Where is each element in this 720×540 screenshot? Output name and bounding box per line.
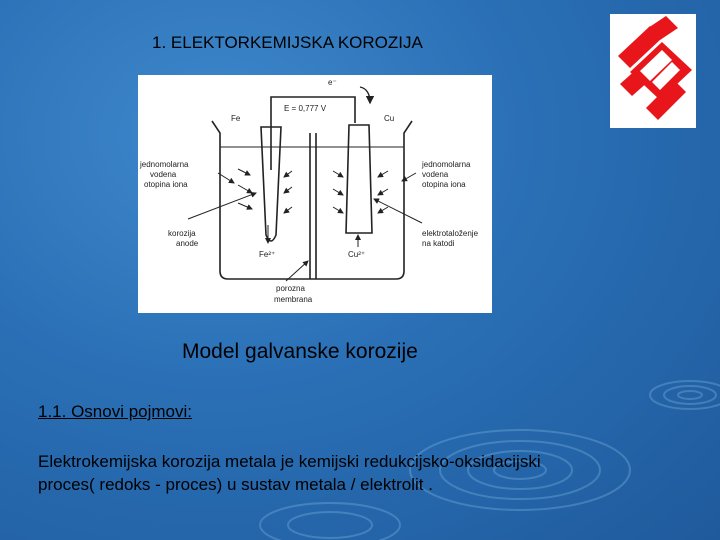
cu-electrode-label: Cu: [384, 114, 395, 123]
left-solution-line3: otopina iona: [144, 180, 188, 189]
right-solution-line3: otopina iona: [422, 180, 466, 189]
cathode-label-line1: elektrotaloženje: [422, 229, 479, 238]
figure-caption: Model galvanske korozije: [182, 340, 418, 363]
anode-label-line2: anode: [176, 239, 199, 248]
company-logo: [610, 14, 696, 128]
right-solution-line1: jednomolarna: [422, 160, 471, 169]
paragraph-line-2: proces( redoks - proces) u sustav metala / elektrolit .: [38, 475, 433, 494]
cu-ion-label: Cu²⁺: [348, 250, 366, 259]
left-solution-line1: jednomolarna: [140, 160, 189, 169]
cathode-label-line2: na katodi: [422, 239, 455, 248]
company-logo-icon: [610, 14, 696, 128]
galvanic-cell-diagram: [138, 75, 492, 313]
membrane-label-line2: membrana: [274, 295, 313, 304]
body-paragraph: [38, 450, 698, 496]
galvanic-cell-svg: [138, 75, 492, 313]
anode-label-line1: korozija: [168, 229, 196, 238]
membrane-label-line1: porozna: [276, 284, 305, 293]
slide-title: 1. ELEKTORKEMIJSKA KOROZIJA: [152, 33, 423, 52]
paragraph-line-1: Elektrokemijska korozija metala je kemijski redukcijsko-oksidacijski: [38, 452, 541, 471]
fe-ion-label: Fe²⁺: [259, 250, 276, 259]
electron-label: e⁻: [328, 78, 337, 87]
voltage-label: E = 0,777 V: [284, 104, 327, 113]
left-solution-line2: vodena: [150, 170, 177, 179]
fe-electrode-label: Fe: [231, 114, 241, 123]
section-subheading: 1.1. Osnovi pojmovi:: [38, 402, 193, 421]
right-solution-line2: vodena: [422, 170, 449, 179]
